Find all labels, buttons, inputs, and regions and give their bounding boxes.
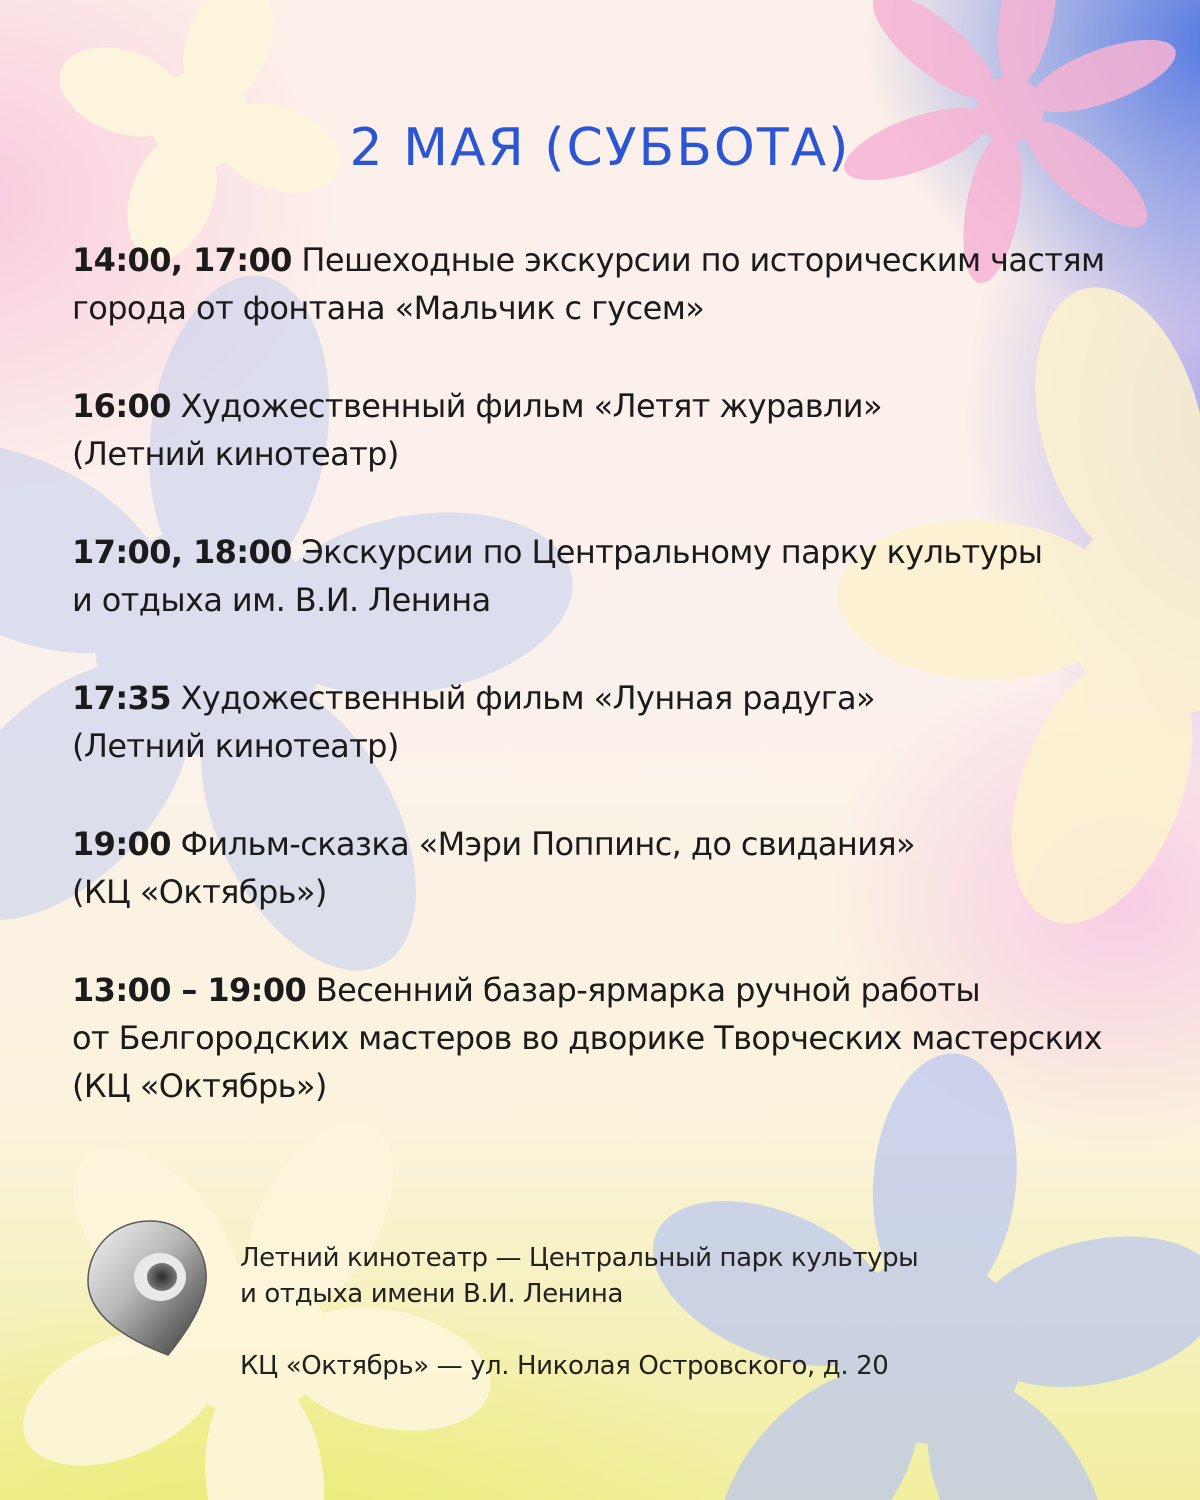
event-text: Пешеходные экскурсии по историческим частям bbox=[301, 241, 1105, 279]
event-text: Фильм-сказка «Мэри Поппинс, до свидания» bbox=[180, 825, 916, 863]
event-item bbox=[72, 382, 1182, 478]
event-time: 17:00, 18:00 bbox=[72, 533, 292, 571]
event-text: города от фонтана «Мальчик с гусем» bbox=[72, 289, 705, 327]
event-item bbox=[72, 966, 1182, 1110]
venue-address: КЦ «Октябрь» — ул. Николая Островского, д. 20 bbox=[240, 1351, 889, 1381]
event-text: Художественный фильм «Лунная радуга» bbox=[180, 679, 876, 717]
venue-address: Летний кинотеатр — Центральный парк культуры bbox=[240, 1243, 919, 1273]
event-text: и отдыха им. В.И. Ленина bbox=[72, 581, 491, 619]
page-title: 2 МАЯ (СУББОТА) bbox=[349, 118, 851, 178]
event-time: 19:00 bbox=[72, 825, 171, 863]
location-pin-icon bbox=[80, 1215, 210, 1360]
event-venue: (Летний кинотеатр) bbox=[72, 435, 399, 473]
venue-address: и отдыха имени В.И. Ленина bbox=[240, 1279, 624, 1309]
spacer bbox=[240, 1312, 1140, 1348]
event-item bbox=[72, 674, 1182, 770]
event-time: 16:00 bbox=[72, 387, 171, 425]
event-time: 14:00, 17:00 bbox=[72, 241, 292, 279]
event-list bbox=[72, 236, 1182, 1160]
event-item bbox=[72, 528, 1182, 624]
event-text: Весенний базар-ярмарка ручной работы bbox=[315, 971, 981, 1009]
event-item bbox=[72, 820, 1182, 916]
event-text: Экскурсии по Центральному парку культуры bbox=[301, 533, 1043, 571]
event-venue: (КЦ «Октябрь») bbox=[72, 873, 327, 911]
event-venue: (КЦ «Октябрь») bbox=[72, 1067, 327, 1105]
event-venue: (Летний кинотеатр) bbox=[72, 727, 399, 765]
event-text: от Белгородских мастеров во дворике Творческих мастерских bbox=[72, 1019, 1102, 1057]
event-item bbox=[72, 236, 1182, 332]
event-time: 13:00 – 19:00 bbox=[72, 971, 307, 1009]
event-text: Художественный фильм «Летят журавли» bbox=[180, 387, 882, 425]
venue-addresses bbox=[240, 1240, 1140, 1384]
event-time: 17:35 bbox=[72, 679, 171, 717]
